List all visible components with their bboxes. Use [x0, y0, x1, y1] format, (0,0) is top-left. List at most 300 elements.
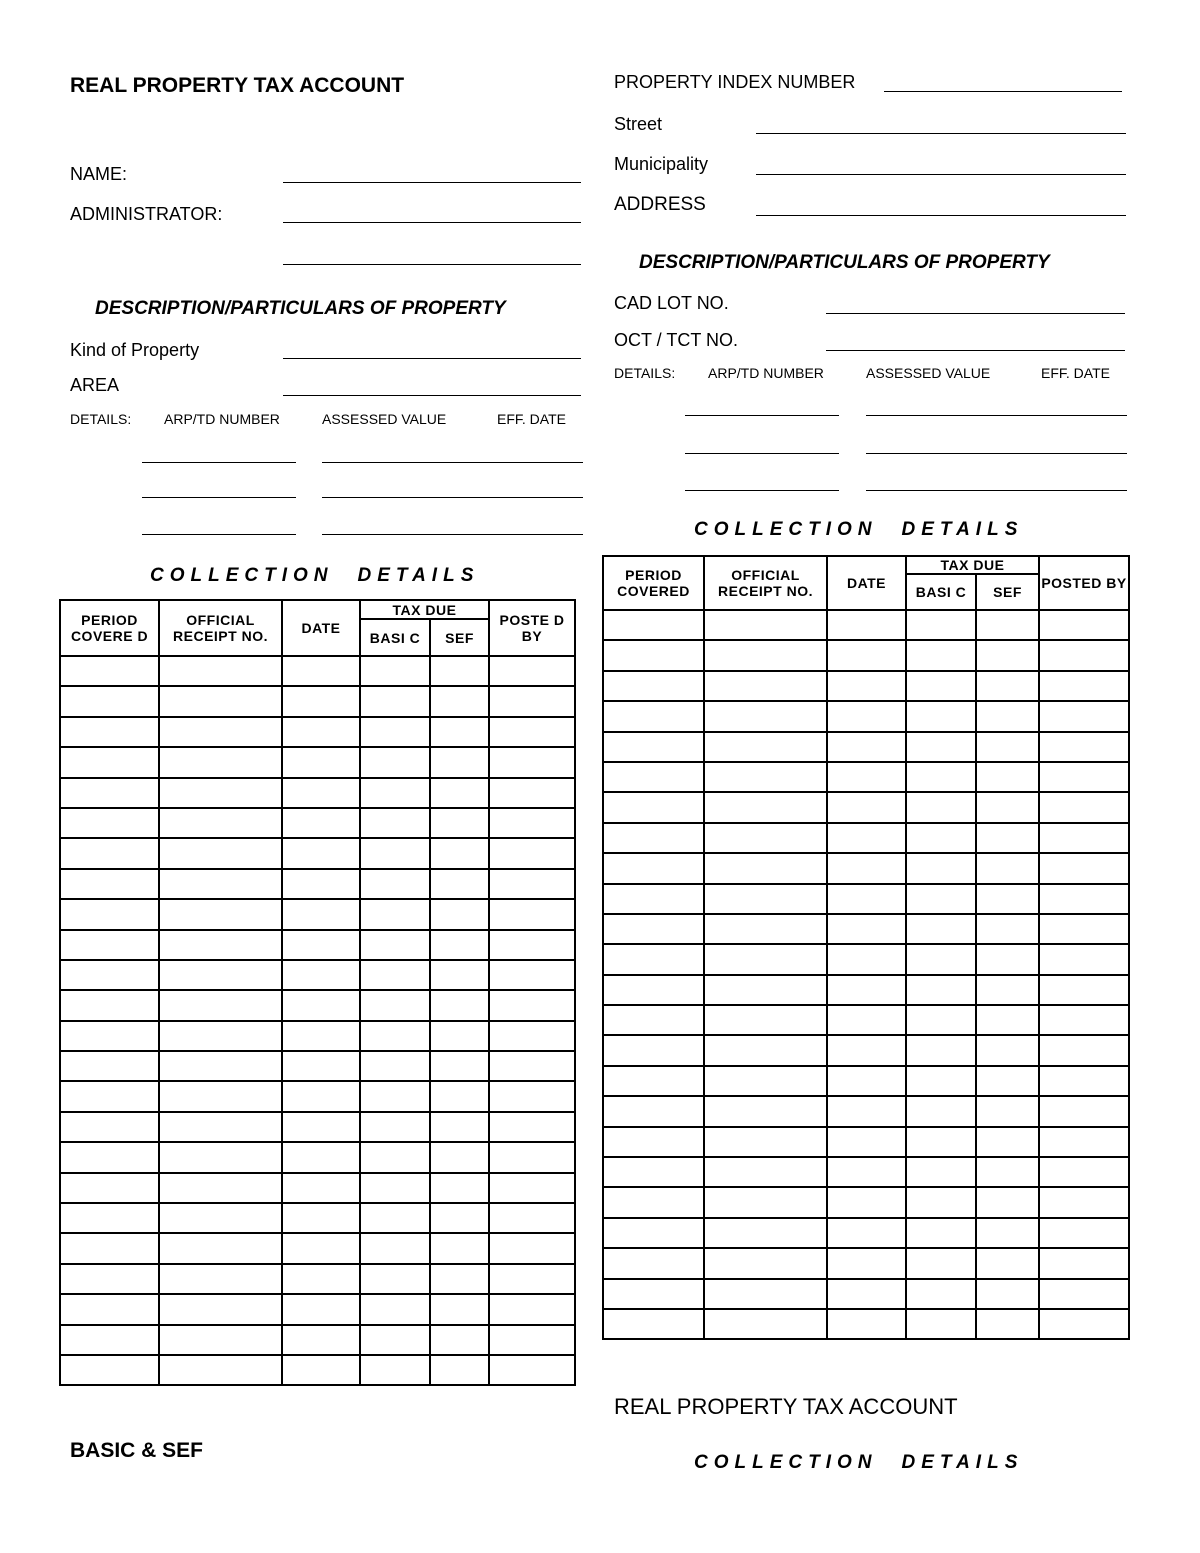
table-cell[interactable]: [827, 1035, 906, 1065]
table-cell[interactable]: [489, 1021, 575, 1051]
table-cell[interactable]: [603, 975, 704, 1005]
table-cell[interactable]: [906, 732, 976, 762]
table-cell[interactable]: [282, 686, 360, 716]
table-cell[interactable]: [159, 990, 282, 1020]
table-cell[interactable]: [430, 1355, 489, 1385]
table-cell[interactable]: [159, 1142, 282, 1172]
table-cell[interactable]: [976, 975, 1039, 1005]
table-cell[interactable]: [489, 747, 575, 777]
table-cell[interactable]: [360, 869, 430, 899]
table-cell[interactable]: [430, 1203, 489, 1233]
table-cell[interactable]: [282, 1203, 360, 1233]
table-cell[interactable]: [906, 823, 976, 853]
table-cell[interactable]: [827, 610, 906, 640]
table-cell[interactable]: [827, 1157, 906, 1187]
administrator-field-line[interactable]: [283, 222, 581, 223]
table-cell[interactable]: [282, 869, 360, 899]
table-cell[interactable]: [976, 944, 1039, 974]
table-cell[interactable]: [282, 1051, 360, 1081]
left-arp-line-3[interactable]: [142, 534, 296, 535]
table-cell[interactable]: [704, 640, 827, 670]
table-cell[interactable]: [159, 1325, 282, 1355]
table-cell[interactable]: [827, 1187, 906, 1217]
table-cell[interactable]: [976, 1035, 1039, 1065]
table-cell[interactable]: [159, 1021, 282, 1051]
table-cell[interactable]: [704, 701, 827, 731]
table-cell[interactable]: [827, 975, 906, 1005]
table-cell[interactable]: [704, 610, 827, 640]
table-cell[interactable]: [1039, 853, 1129, 883]
table-cell[interactable]: [360, 1294, 430, 1324]
table-cell[interactable]: [827, 762, 906, 792]
table-cell[interactable]: [1039, 1035, 1129, 1065]
table-cell[interactable]: [430, 686, 489, 716]
table-cell[interactable]: [60, 1355, 159, 1385]
table-cell[interactable]: [430, 1233, 489, 1263]
table-cell[interactable]: [976, 1005, 1039, 1035]
table-cell[interactable]: [360, 1203, 430, 1233]
table-cell[interactable]: [704, 1187, 827, 1217]
table-cell[interactable]: [489, 656, 575, 686]
table-cell[interactable]: [159, 686, 282, 716]
table-cell[interactable]: [60, 656, 159, 686]
table-cell[interactable]: [603, 1127, 704, 1157]
table-cell[interactable]: [1039, 944, 1129, 974]
table-cell[interactable]: [430, 656, 489, 686]
table-cell[interactable]: [704, 1096, 827, 1126]
table-cell[interactable]: [976, 1309, 1039, 1339]
table-cell[interactable]: [976, 792, 1039, 822]
table-cell[interactable]: [603, 884, 704, 914]
table-cell[interactable]: [704, 1248, 827, 1278]
street-field-line[interactable]: [756, 133, 1126, 134]
kind-of-property-field-line[interactable]: [283, 358, 581, 359]
table-cell[interactable]: [60, 869, 159, 899]
table-cell[interactable]: [489, 990, 575, 1020]
table-cell[interactable]: [159, 1173, 282, 1203]
table-cell[interactable]: [976, 1248, 1039, 1278]
table-cell[interactable]: [60, 778, 159, 808]
table-cell[interactable]: [159, 930, 282, 960]
table-cell[interactable]: [1039, 732, 1129, 762]
table-cell[interactable]: [1039, 671, 1129, 701]
table-cell[interactable]: [282, 1142, 360, 1172]
table-cell[interactable]: [976, 671, 1039, 701]
table-cell[interactable]: [430, 869, 489, 899]
table-cell[interactable]: [906, 944, 976, 974]
table-cell[interactable]: [360, 1264, 430, 1294]
table-cell[interactable]: [906, 610, 976, 640]
table-cell[interactable]: [360, 1325, 430, 1355]
table-cell[interactable]: [60, 1264, 159, 1294]
table-cell[interactable]: [1039, 1187, 1129, 1217]
table-cell[interactable]: [906, 1035, 976, 1065]
table-cell[interactable]: [360, 1355, 430, 1385]
table-cell[interactable]: [360, 1021, 430, 1051]
table-cell[interactable]: [827, 1096, 906, 1126]
table-cell[interactable]: [603, 1279, 704, 1309]
table-cell[interactable]: [704, 1218, 827, 1248]
table-cell[interactable]: [60, 960, 159, 990]
table-cell[interactable]: [603, 1248, 704, 1278]
table-cell[interactable]: [159, 960, 282, 990]
table-cell[interactable]: [282, 1173, 360, 1203]
table-cell[interactable]: [827, 884, 906, 914]
table-cell[interactable]: [827, 1218, 906, 1248]
table-cell[interactable]: [1039, 792, 1129, 822]
table-cell[interactable]: [976, 732, 1039, 762]
table-cell[interactable]: [60, 1203, 159, 1233]
table-cell[interactable]: [430, 1264, 489, 1294]
table-cell[interactable]: [60, 717, 159, 747]
table-cell[interactable]: [360, 930, 430, 960]
table-cell[interactable]: [906, 792, 976, 822]
table-cell[interactable]: [827, 732, 906, 762]
table-cell[interactable]: [430, 1294, 489, 1324]
table-cell[interactable]: [976, 1157, 1039, 1187]
table-cell[interactable]: [489, 838, 575, 868]
table-cell[interactable]: [159, 717, 282, 747]
table-cell[interactable]: [603, 701, 704, 731]
table-cell[interactable]: [1039, 1279, 1129, 1309]
table-cell[interactable]: [489, 869, 575, 899]
table-cell[interactable]: [704, 975, 827, 1005]
table-cell[interactable]: [430, 838, 489, 868]
table-cell[interactable]: [704, 1035, 827, 1065]
table-cell[interactable]: [159, 899, 282, 929]
table-cell[interactable]: [976, 640, 1039, 670]
table-cell[interactable]: [1039, 610, 1129, 640]
table-cell[interactable]: [827, 1005, 906, 1035]
table-cell[interactable]: [430, 930, 489, 960]
table-cell[interactable]: [976, 914, 1039, 944]
table-cell[interactable]: [430, 747, 489, 777]
table-cell[interactable]: [906, 1187, 976, 1217]
table-cell[interactable]: [60, 1051, 159, 1081]
table-cell[interactable]: [159, 747, 282, 777]
table-cell[interactable]: [704, 1005, 827, 1035]
table-cell[interactable]: [976, 1279, 1039, 1309]
right-arp-line-3[interactable]: [685, 490, 839, 491]
table-cell[interactable]: [282, 1112, 360, 1142]
table-cell[interactable]: [976, 1218, 1039, 1248]
table-cell[interactable]: [827, 853, 906, 883]
table-cell[interactable]: [603, 762, 704, 792]
table-cell[interactable]: [282, 930, 360, 960]
table-cell[interactable]: [704, 732, 827, 762]
table-cell[interactable]: [906, 853, 976, 883]
table-cell[interactable]: [704, 853, 827, 883]
table-cell[interactable]: [1039, 762, 1129, 792]
table-cell[interactable]: [360, 656, 430, 686]
table-cell[interactable]: [827, 1248, 906, 1278]
table-cell[interactable]: [60, 1233, 159, 1263]
left-assessed-line-2[interactable]: [322, 497, 583, 498]
right-assessed-line-2[interactable]: [866, 453, 1127, 454]
table-cell[interactable]: [360, 1112, 430, 1142]
table-cell[interactable]: [906, 1005, 976, 1035]
table-cell[interactable]: [489, 1142, 575, 1172]
table-cell[interactable]: [282, 656, 360, 686]
table-cell[interactable]: [282, 1264, 360, 1294]
table-cell[interactable]: [430, 960, 489, 990]
table-cell[interactable]: [60, 1294, 159, 1324]
table-cell[interactable]: [60, 899, 159, 929]
table-cell[interactable]: [906, 914, 976, 944]
table-cell[interactable]: [430, 717, 489, 747]
table-cell[interactable]: [60, 1173, 159, 1203]
table-cell[interactable]: [827, 1309, 906, 1339]
table-cell[interactable]: [282, 1021, 360, 1051]
table-cell[interactable]: [159, 869, 282, 899]
table-cell[interactable]: [159, 1081, 282, 1111]
table-cell[interactable]: [360, 686, 430, 716]
table-cell[interactable]: [430, 899, 489, 929]
table-cell[interactable]: [60, 1142, 159, 1172]
table-cell[interactable]: [282, 778, 360, 808]
left-arp-line-2[interactable]: [142, 497, 296, 498]
table-cell[interactable]: [60, 1112, 159, 1142]
table-cell[interactable]: [159, 1112, 282, 1142]
table-cell[interactable]: [282, 1325, 360, 1355]
right-arp-line-1[interactable]: [685, 415, 839, 416]
table-cell[interactable]: [704, 823, 827, 853]
table-cell[interactable]: [430, 1325, 489, 1355]
table-cell[interactable]: [360, 960, 430, 990]
table-cell[interactable]: [906, 1127, 976, 1157]
table-cell[interactable]: [704, 671, 827, 701]
table-cell[interactable]: [704, 884, 827, 914]
table-cell[interactable]: [603, 1035, 704, 1065]
table-cell[interactable]: [603, 671, 704, 701]
table-cell[interactable]: [489, 1081, 575, 1111]
table-cell[interactable]: [60, 686, 159, 716]
table-cell[interactable]: [430, 1021, 489, 1051]
table-cell[interactable]: [906, 640, 976, 670]
property-index-number-line[interactable]: [884, 91, 1122, 92]
table-cell[interactable]: [159, 808, 282, 838]
table-cell[interactable]: [489, 1203, 575, 1233]
table-cell[interactable]: [60, 1021, 159, 1051]
table-cell[interactable]: [976, 610, 1039, 640]
table-cell[interactable]: [1039, 640, 1129, 670]
table-cell[interactable]: [282, 990, 360, 1020]
table-cell[interactable]: [360, 808, 430, 838]
table-cell[interactable]: [1039, 914, 1129, 944]
table-cell[interactable]: [282, 747, 360, 777]
table-cell[interactable]: [704, 1157, 827, 1187]
table-cell[interactable]: [906, 701, 976, 731]
table-cell[interactable]: [282, 838, 360, 868]
table-cell[interactable]: [489, 1233, 575, 1263]
table-cell[interactable]: [1039, 823, 1129, 853]
table-cell[interactable]: [159, 1264, 282, 1294]
oct-tct-no-field-line[interactable]: [826, 350, 1125, 351]
table-cell[interactable]: [603, 792, 704, 822]
table-cell[interactable]: [430, 1173, 489, 1203]
table-cell[interactable]: [430, 1051, 489, 1081]
table-cell[interactable]: [704, 1309, 827, 1339]
table-cell[interactable]: [360, 717, 430, 747]
table-cell[interactable]: [489, 1294, 575, 1324]
table-cell[interactable]: [489, 1051, 575, 1081]
table-cell[interactable]: [60, 1325, 159, 1355]
table-cell[interactable]: [282, 717, 360, 747]
table-cell[interactable]: [489, 1112, 575, 1142]
table-cell[interactable]: [360, 778, 430, 808]
table-cell[interactable]: [603, 853, 704, 883]
table-cell[interactable]: [906, 1218, 976, 1248]
table-cell[interactable]: [60, 838, 159, 868]
table-cell[interactable]: [159, 656, 282, 686]
table-cell[interactable]: [1039, 1218, 1129, 1248]
table-cell[interactable]: [489, 717, 575, 747]
table-cell[interactable]: [1039, 1127, 1129, 1157]
table-cell[interactable]: [489, 1355, 575, 1385]
table-cell[interactable]: [976, 1127, 1039, 1157]
left-arp-line-1[interactable]: [142, 462, 296, 463]
table-cell[interactable]: [489, 930, 575, 960]
table-cell[interactable]: [360, 1173, 430, 1203]
table-cell[interactable]: [906, 975, 976, 1005]
table-cell[interactable]: [906, 1157, 976, 1187]
table-cell[interactable]: [1039, 884, 1129, 914]
area-field-line[interactable]: [283, 395, 581, 396]
name-field-line[interactable]: [283, 182, 581, 183]
right-assessed-line-1[interactable]: [866, 415, 1127, 416]
table-cell[interactable]: [827, 944, 906, 974]
table-cell[interactable]: [360, 747, 430, 777]
table-cell[interactable]: [430, 808, 489, 838]
table-cell[interactable]: [282, 960, 360, 990]
table-cell[interactable]: [489, 808, 575, 838]
table-cell[interactable]: [704, 944, 827, 974]
table-cell[interactable]: [603, 1066, 704, 1096]
left-assessed-line-3[interactable]: [322, 534, 583, 535]
table-cell[interactable]: [1039, 1096, 1129, 1126]
table-cell[interactable]: [906, 762, 976, 792]
table-cell[interactable]: [360, 899, 430, 929]
table-cell[interactable]: [159, 1355, 282, 1385]
table-cell[interactable]: [976, 853, 1039, 883]
table-cell[interactable]: [489, 899, 575, 929]
table-cell[interactable]: [60, 930, 159, 960]
table-cell[interactable]: [827, 914, 906, 944]
table-cell[interactable]: [159, 1233, 282, 1263]
table-cell[interactable]: [282, 808, 360, 838]
administrator-field-line-2[interactable]: [283, 264, 581, 265]
table-cell[interactable]: [60, 808, 159, 838]
table-cell[interactable]: [430, 1112, 489, 1142]
table-cell[interactable]: [827, 1066, 906, 1096]
table-cell[interactable]: [603, 944, 704, 974]
table-cell[interactable]: [489, 686, 575, 716]
table-cell[interactable]: [603, 1096, 704, 1126]
municipality-field-line[interactable]: [756, 174, 1126, 175]
table-cell[interactable]: [489, 1173, 575, 1203]
table-cell[interactable]: [906, 1309, 976, 1339]
table-cell[interactable]: [159, 1051, 282, 1081]
table-cell[interactable]: [489, 1264, 575, 1294]
table-cell[interactable]: [360, 838, 430, 868]
table-cell[interactable]: [1039, 1005, 1129, 1035]
table-cell[interactable]: [827, 1127, 906, 1157]
table-cell[interactable]: [1039, 1248, 1129, 1278]
table-cell[interactable]: [159, 1203, 282, 1233]
table-cell[interactable]: [60, 747, 159, 777]
table-cell[interactable]: [827, 671, 906, 701]
table-cell[interactable]: [704, 792, 827, 822]
table-cell[interactable]: [906, 884, 976, 914]
table-cell[interactable]: [489, 1325, 575, 1355]
table-cell[interactable]: [430, 990, 489, 1020]
table-cell[interactable]: [1039, 701, 1129, 731]
table-cell[interactable]: [1039, 1157, 1129, 1187]
table-cell[interactable]: [282, 1355, 360, 1385]
table-cell[interactable]: [704, 762, 827, 792]
table-cell[interactable]: [159, 1294, 282, 1324]
table-cell[interactable]: [282, 1081, 360, 1111]
table-cell[interactable]: [603, 914, 704, 944]
table-cell[interactable]: [827, 640, 906, 670]
table-cell[interactable]: [159, 778, 282, 808]
table-cell[interactable]: [976, 701, 1039, 731]
table-cell[interactable]: [827, 701, 906, 731]
table-cell[interactable]: [827, 792, 906, 822]
table-cell[interactable]: [603, 1157, 704, 1187]
table-cell[interactable]: [976, 762, 1039, 792]
table-cell[interactable]: [159, 838, 282, 868]
table-cell[interactable]: [282, 1233, 360, 1263]
table-cell[interactable]: [976, 1066, 1039, 1096]
table-cell[interactable]: [906, 671, 976, 701]
table-cell[interactable]: [704, 1066, 827, 1096]
address-field-line[interactable]: [756, 215, 1126, 216]
table-cell[interactable]: [360, 1142, 430, 1172]
table-cell[interactable]: [489, 960, 575, 990]
table-cell[interactable]: [489, 778, 575, 808]
table-cell[interactable]: [827, 823, 906, 853]
table-cell[interactable]: [603, 732, 704, 762]
left-assessed-line-1[interactable]: [322, 462, 583, 463]
table-cell[interactable]: [906, 1096, 976, 1126]
table-cell[interactable]: [603, 823, 704, 853]
table-cell[interactable]: [282, 1294, 360, 1324]
cad-lot-no-field-line[interactable]: [826, 313, 1125, 314]
table-cell[interactable]: [60, 1081, 159, 1111]
table-cell[interactable]: [603, 610, 704, 640]
table-cell[interactable]: [282, 899, 360, 929]
table-cell[interactable]: [360, 990, 430, 1020]
table-cell[interactable]: [430, 1142, 489, 1172]
table-cell[interactable]: [430, 778, 489, 808]
right-arp-line-2[interactable]: [685, 453, 839, 454]
right-assessed-line-3[interactable]: [866, 490, 1127, 491]
table-cell[interactable]: [360, 1081, 430, 1111]
table-cell[interactable]: [603, 1309, 704, 1339]
table-cell[interactable]: [1039, 1309, 1129, 1339]
table-cell[interactable]: [704, 914, 827, 944]
table-cell[interactable]: [60, 990, 159, 1020]
table-cell[interactable]: [603, 1005, 704, 1035]
table-cell[interactable]: [976, 1096, 1039, 1126]
table-cell[interactable]: [603, 640, 704, 670]
table-cell[interactable]: [704, 1279, 827, 1309]
table-cell[interactable]: [603, 1187, 704, 1217]
table-cell[interactable]: [360, 1233, 430, 1263]
table-cell[interactable]: [1039, 975, 1129, 1005]
table-cell[interactable]: [827, 1279, 906, 1309]
